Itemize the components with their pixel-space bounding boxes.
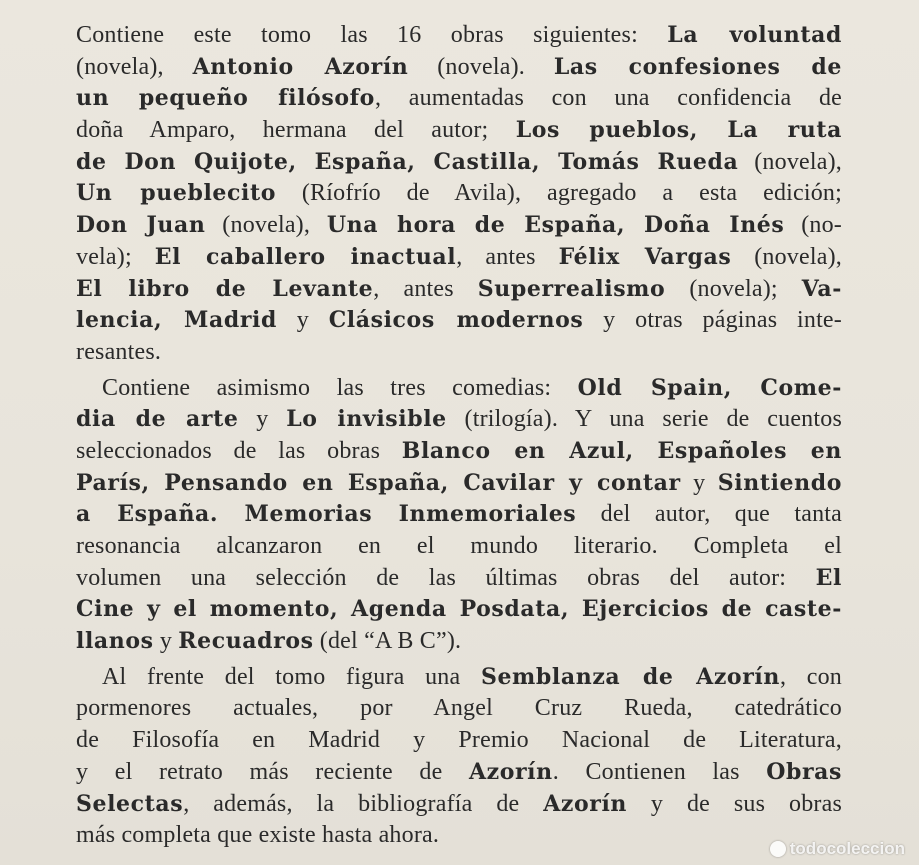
text-line <box>76 404 842 436</box>
text-line <box>76 594 842 626</box>
bold-title-run: Semblanza de Azorín <box>480 663 780 690</box>
bold-title-run: Antonio Azorín <box>192 53 409 80</box>
text-run: (novela). <box>408 53 554 80</box>
bold-title-run: El <box>815 564 842 591</box>
text-run: (trilogía). Y una serie de cuentos <box>446 406 842 433</box>
bold-title-run: Los pueblos, La ruta <box>515 117 842 144</box>
text-line <box>76 337 842 369</box>
text-run: , antes <box>456 243 559 270</box>
text-line <box>76 274 842 306</box>
text-run: pormenores actuales, por Angel Cruz Rueda, catedrático <box>76 695 842 722</box>
watermark <box>770 839 905 859</box>
text-run: del autor, que tanta <box>576 501 842 528</box>
text-line <box>76 147 842 179</box>
bold-title-run: Una hora de España, Doña Inés <box>326 212 785 239</box>
text-run: y <box>276 307 329 334</box>
text-run: volumen una selección de las últimas obras del autor: <box>76 564 816 591</box>
text-line <box>76 468 842 500</box>
bold-title-run: Selectas <box>76 790 184 817</box>
text-line <box>76 563 842 595</box>
text-line <box>76 499 842 531</box>
text-run: (Ríofrío de Avila), agregado a esta edición; <box>276 180 842 207</box>
bold-title-run: París, Pensando en España, Cavilar y contar <box>76 469 681 496</box>
bold-title-run: Clásicos modernos <box>328 307 584 334</box>
text-line <box>76 83 842 115</box>
text-line <box>76 789 842 821</box>
text-run: . Contienen las <box>552 758 767 785</box>
text-run: (novela); <box>665 275 802 302</box>
text-line <box>76 20 842 52</box>
bold-title-run: Obras <box>766 758 842 785</box>
bold-title-run: Un pueblecito <box>76 180 276 207</box>
bold-title-run: Recuadros <box>178 628 314 655</box>
text-line <box>76 210 842 242</box>
bold-title-run: un pequeño filósofo <box>76 85 375 112</box>
text-run: resonancia alcanzaron en el mundo literario. Completa el <box>76 533 842 559</box>
text-run: doña Amparo, hermana del autor; <box>76 117 516 144</box>
text-run: (novela), <box>738 148 842 175</box>
text-line <box>76 725 842 757</box>
bold-title-run: lencia, Madrid <box>76 307 277 334</box>
bold-title-run: llanos <box>76 628 154 655</box>
bold-title-run: El libro de Levante <box>76 275 374 302</box>
text-line <box>76 693 842 725</box>
bold-title-run: Azorín <box>543 790 628 817</box>
bold-title-run: de Don Quijote, España, Castilla, Tomás Rueda <box>76 148 739 175</box>
text-run: Contiene este tomo las 16 obras siguientes: <box>76 22 668 48</box>
bold-title-run: Superrealismo <box>477 275 666 302</box>
text-run: Contiene asimismo las tres comedias: <box>102 374 578 401</box>
text-run: , con <box>779 663 843 690</box>
text-run: (novela), <box>731 243 842 270</box>
text-line <box>76 531 842 563</box>
paragraph <box>76 662 842 852</box>
text-line <box>76 757 842 789</box>
text-run: resantes. <box>76 338 162 365</box>
bold-title-run: Las confesiones de <box>553 53 842 80</box>
text-run: (novela), <box>205 212 327 239</box>
page-text <box>76 20 842 856</box>
paragraph <box>76 373 842 658</box>
text-line <box>76 626 842 658</box>
bold-title-run: Va- <box>801 275 842 302</box>
text-run: vela); <box>76 243 155 270</box>
text-run: y <box>680 469 718 496</box>
bold-title-run: Blanco en Azul, Españoles en <box>401 437 842 464</box>
text-line <box>76 242 842 274</box>
text-run: , aumentadas con una confidencia de <box>374 85 842 112</box>
text-line <box>76 115 842 147</box>
text-line <box>76 662 842 694</box>
text-run: , además, la bibliografía de <box>183 790 544 817</box>
text-run: , antes <box>373 275 478 302</box>
text-run: Al frente del tomo figura una <box>102 663 481 690</box>
text-line <box>76 52 842 84</box>
text-line <box>76 373 842 405</box>
text-run: y <box>153 628 179 655</box>
watermark-text: todocoleccion <box>789 839 905 858</box>
watermark-logo-icon <box>770 841 786 857</box>
text-run: y otras páginas inte- <box>583 307 842 334</box>
bold-title-run: La voluntad <box>667 22 842 48</box>
text-run: y de sus obras <box>627 790 842 817</box>
text-line <box>76 305 842 337</box>
bold-title-run: Don Juan <box>76 212 206 239</box>
text-run: de Filosofía en Madrid y Premio Nacional de Literatura, <box>76 727 842 754</box>
paragraph <box>76 20 842 369</box>
bold-title-run: Félix Vargas <box>558 243 732 270</box>
text-run: y el retrato más reciente de <box>76 758 469 785</box>
text-line <box>76 820 842 852</box>
text-run: (del “A B C”). <box>313 628 462 655</box>
text-run: (novela), <box>76 53 193 80</box>
text-run: y <box>238 406 287 433</box>
text-run: (no- <box>784 212 842 239</box>
bold-title-run: a España. Memorias Inmemoriales <box>76 501 577 528</box>
text-line <box>76 178 842 210</box>
text-run: más completa que existe hasta ahora. <box>76 822 440 849</box>
bold-title-run: Cine y el momento, Agenda Posdata, Ejercicios de caste- <box>76 596 842 623</box>
bold-title-run: El caballero inactual <box>154 243 457 270</box>
bold-title-run: Old Spain, Come- <box>577 374 842 401</box>
bold-title-run: Sintiendo <box>717 469 843 496</box>
text-run: seleccionados de las obras <box>76 437 402 464</box>
bold-title-run: Azorín <box>468 758 553 785</box>
text-line <box>76 436 842 468</box>
bold-title-run: Lo invisible <box>286 406 447 433</box>
bold-title-run: dia de arte <box>76 406 239 433</box>
